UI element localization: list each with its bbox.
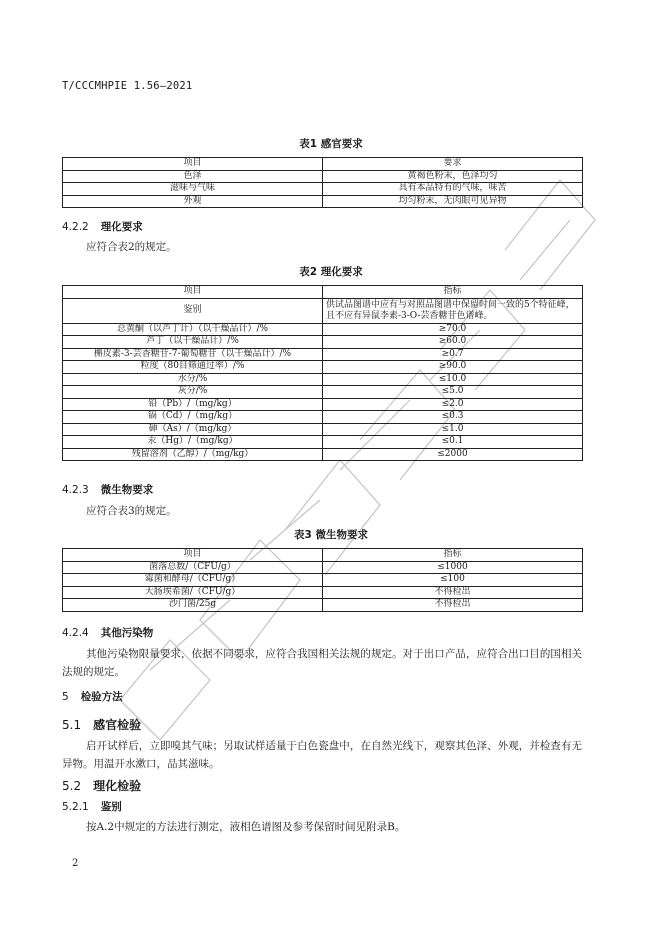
page-number: 2: [72, 858, 79, 869]
section-4-2-2-text: 应符合表2的规定。: [86, 241, 177, 253]
section-number: 5.2.1: [62, 801, 89, 813]
table-cell: 槲皮素-3-芸香糖苷-7-葡萄糖苷（以干燥品计）/%: [63, 348, 323, 361]
section-number: 4.2.3: [62, 484, 89, 496]
table-cell: ≤5.0: [323, 386, 583, 399]
table-cell: 芦丁（以干燥品计）/%: [63, 336, 323, 349]
table-row: [63, 195, 583, 208]
table-cell: 不得检出: [323, 599, 583, 612]
table-header-row: [63, 158, 583, 171]
section-4-2-4-heading: [62, 625, 153, 640]
table-row: [63, 411, 583, 424]
section-title: 其他污染物: [100, 627, 154, 639]
table-row: [63, 586, 583, 599]
section-5-2-1-heading: [62, 799, 122, 814]
table-cell: ≥90.0: [323, 361, 583, 374]
table-header-row: [63, 286, 583, 299]
section-5-2-heading: [62, 777, 141, 794]
table-cell: 霉菌和酵母/（CFU/g）: [63, 574, 323, 587]
table-row: [63, 323, 583, 336]
table-cell: ≥60.0: [323, 336, 583, 349]
section-number: 4.2.4: [62, 627, 89, 639]
table1-sensory: [62, 157, 583, 208]
section-title: 微生物要求: [100, 484, 154, 496]
table-cell: 残留溶剂（乙醇）/（mg/kg）: [63, 448, 323, 461]
table-row: [63, 348, 583, 361]
table-row: [63, 436, 583, 449]
section-4-2-3-heading: [62, 482, 153, 497]
table-row: [63, 336, 583, 349]
table-cell: 鉴别: [63, 298, 323, 323]
table-row: [63, 361, 583, 374]
table-row: [63, 561, 583, 574]
table-header-cell: 指标: [323, 549, 583, 562]
section-title: 理化检验: [93, 779, 142, 793]
section-title: 鉴别: [100, 801, 122, 813]
section-4-2-4-text: 其他污染物限量要求，依据不同要求，应符合我国相关法规的规定。对于出口产品，应符合出口目的国相关法规的规定。: [62, 648, 582, 678]
table2-physicochemical: [62, 285, 583, 461]
table-header-cell: 项目: [63, 158, 323, 171]
table-row: [63, 448, 583, 461]
table-cell: 镉（Cd）/（mg/kg）: [63, 411, 323, 424]
section-4-2-3-text: 应符合表3的规定。: [86, 505, 177, 517]
table-row: [63, 599, 583, 612]
table2-caption: 表2 理化要求: [299, 266, 363, 278]
table-header-cell: 指标: [323, 286, 583, 299]
section-title: 感官检验: [93, 718, 142, 732]
table-cell: 色泽: [63, 170, 323, 183]
table-cell: 外观: [63, 195, 323, 208]
table-cell: 滋味与气味: [63, 183, 323, 196]
table-cell: ≤2000: [323, 448, 583, 461]
document-code: T/CCCMHPIE 1.56—2021: [62, 80, 193, 92]
table-cell: 菌落总数/（CFU/g）: [63, 561, 323, 574]
table-cell: ≥70.0: [323, 323, 583, 336]
section-number: 5.2: [62, 779, 82, 793]
table-cell: 铅（Pb）/（mg/kg）: [63, 398, 323, 411]
table-row: [63, 398, 583, 411]
table-cell: ≤1.0: [323, 423, 583, 436]
table-row: [63, 183, 583, 196]
table-cell: 灰分/%: [63, 386, 323, 399]
section-4-2-2-heading: [62, 219, 143, 234]
table-row: [63, 373, 583, 386]
table-header-cell: 项目: [63, 549, 323, 562]
table-row: [63, 386, 583, 399]
table1-caption: 表1 感官要求: [299, 138, 363, 150]
table-cell: ≤1000: [323, 561, 583, 574]
table-cell: 总黄酮（以芦丁计）（以干燥品计）/%: [63, 323, 323, 336]
table-row: [63, 423, 583, 436]
table-cell: ≤100: [323, 574, 583, 587]
table-cell: ≤0.1: [323, 436, 583, 449]
table-cell: 沙门菌/25g: [63, 599, 323, 612]
section-number: 5.1: [62, 718, 82, 732]
table-cell: ≥0.7: [323, 348, 583, 361]
table3-microbial: [62, 548, 583, 612]
section-5-1-heading: [62, 716, 141, 733]
table-cell: 黄褐色粉末，色泽均匀: [323, 170, 583, 183]
section-5-1-text: 启开试样后，立即嗅其气味；另取试样适量于白色瓷盘中，在自然光线下，观察其色泽、外观，并检查有无异物。用温开水漱口，品其滋味。: [62, 740, 582, 770]
table-cell: ≤0.3: [323, 411, 583, 424]
table-cell: 汞（Hg）/（mg/kg）: [63, 436, 323, 449]
table-cell: 均匀粉末，无肉眼可见异物: [323, 195, 583, 208]
table-cell: 供试品图谱中应有与对照品图谱中保留时间一致的5个特征峰，且不应有异鼠李素-3-O-芸香糖苷色谱峰。: [323, 298, 583, 323]
table-header-row: [63, 549, 583, 562]
table-cell: 不得检出: [323, 586, 583, 599]
table-row: [63, 574, 583, 587]
table-header-cell: 要求: [323, 158, 583, 171]
table-cell: ≤10.0: [323, 373, 583, 386]
table-cell: 砷（As）/（mg/kg）: [63, 423, 323, 436]
section-title: 理化要求: [100, 221, 143, 233]
table-cell: ≤2.0: [323, 398, 583, 411]
table-cell: 具有本品特有的气味，味苦: [323, 183, 583, 196]
section-5-heading: [62, 689, 123, 704]
section-number: 4.2.2: [62, 221, 89, 233]
section-title: 检验方法: [80, 691, 123, 703]
table-cell: 大肠埃希菌/（CFU/g）: [63, 586, 323, 599]
section-number: 5: [62, 691, 69, 703]
section-5-2-1-text: 按A.2中规定的方法进行测定，液相色谱图及参考保留时间见附录B。: [86, 821, 406, 833]
table-row: [63, 298, 583, 323]
table-cell: 粒度（80目筛通过率）/%: [63, 361, 323, 374]
table3-caption: 表3 微生物要求: [294, 529, 368, 541]
table-header-cell: 项目: [63, 286, 323, 299]
table-row: [63, 170, 583, 183]
table-cell: 水分/%: [63, 373, 323, 386]
